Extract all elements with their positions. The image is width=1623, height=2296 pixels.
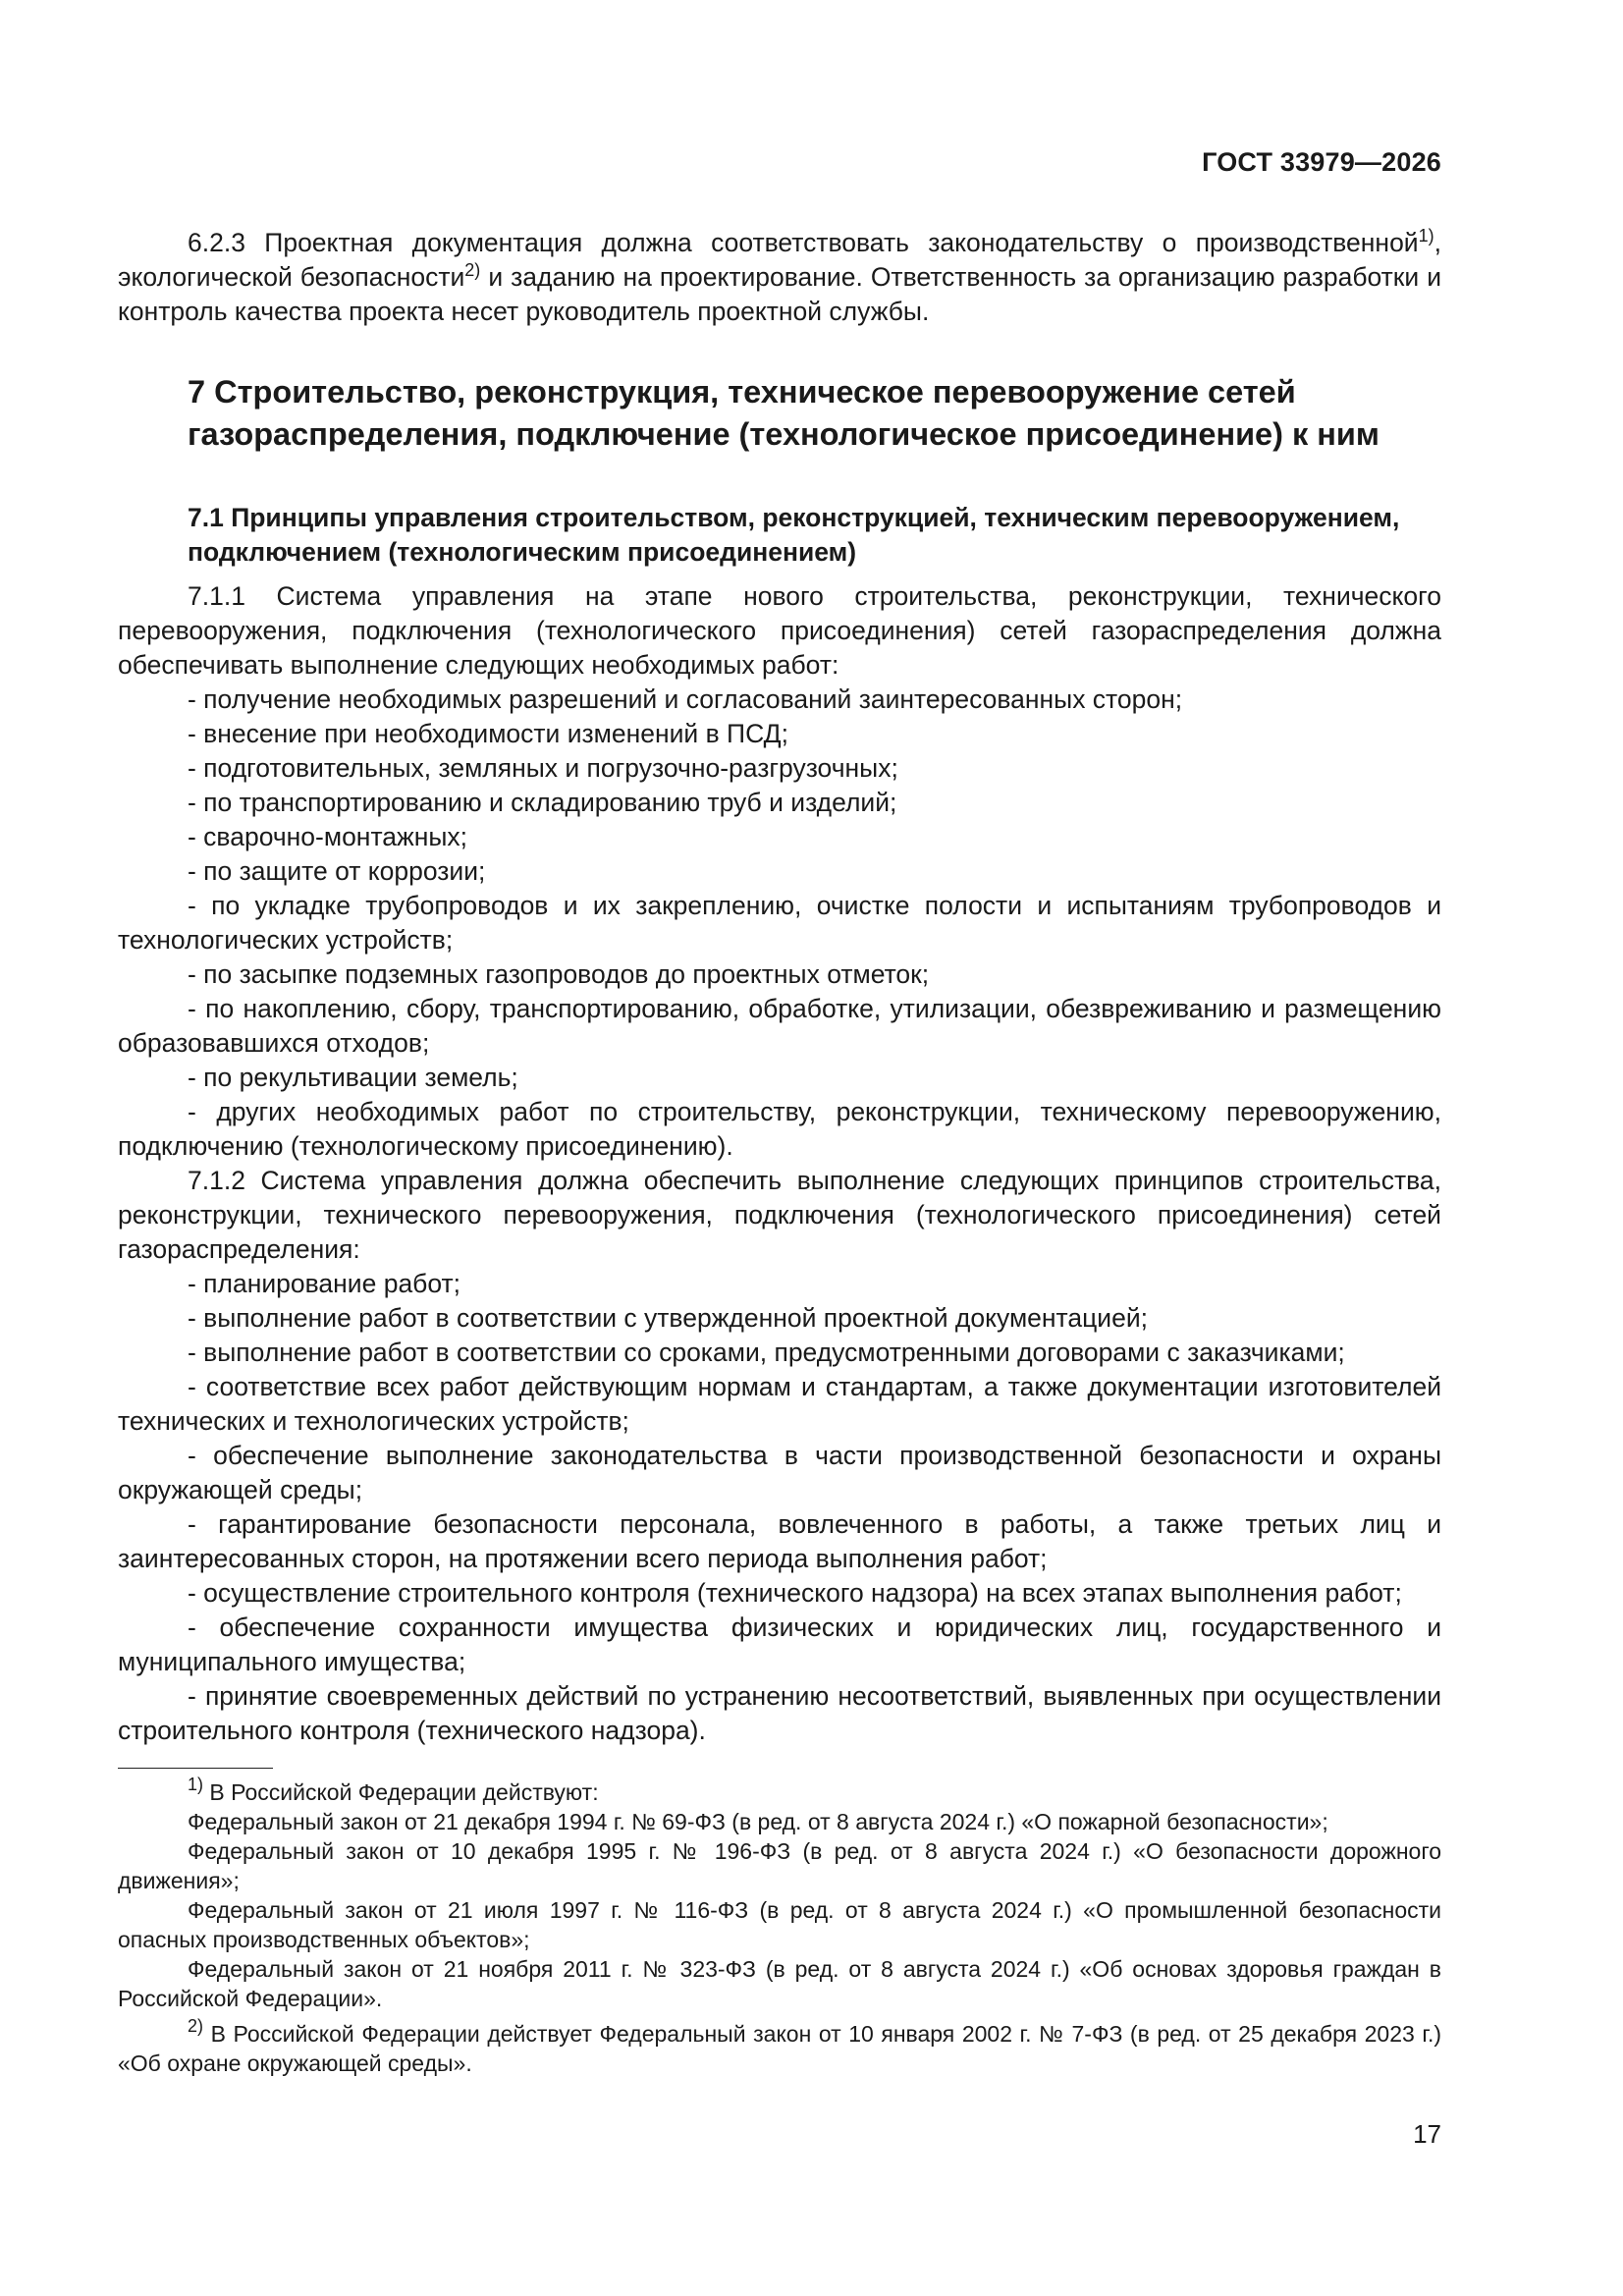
footnote-2-text: В Российской Федерации действует Федеральный закон от 10 января 2002 г. № 7-ФЗ (в ред. от 25 декабря 2023 г.) «Об охране окружающей среды». <box>118 2021 1441 2076</box>
list-item: - по защите от коррозии; <box>188 856 486 886</box>
list-item: - выполнение работ в соответствии со сроками, предусмотренными договорами с заказчиками; <box>188 1338 1345 1367</box>
list-item: - по рекультивации земель; <box>188 1063 518 1092</box>
list-item: - соответствие всех работ действующим нормам и стандартам, а также документации изготовителей технических и технологических устройств; <box>118 1372 1441 1436</box>
footnote-mark-2: 2) <box>188 2016 204 2036</box>
list-item: Федеральный закон от 21 июля 1997 г. № 116-ФЗ (в ред. от 8 августа 2024 г.) «О промышленной безопасности опасных производственных объектов»; <box>118 1897 1441 1952</box>
list-7-1-2 <box>118 1267 1441 1748</box>
section-7-heading: 7 Строительство, реконструкция, техническое перевооружение сетей газораспределения, подключение (технологическое присоединение) к ним <box>188 374 1380 452</box>
list-item: - внесение при необходимости изменений в ПСД; <box>188 719 788 748</box>
list-item: - по накоплению, сбору, транспортированию, обработке, утилизации, обезвреживанию и размещению образовавшихся отходов; <box>118 994 1441 1058</box>
text-run: 6.2.3 Проектная документация должна соответствовать законодательству о производственной <box>188 228 1419 257</box>
list-item: - обеспечение сохранности имущества физических и юридических лиц, государственного и муниципального имущества; <box>118 1613 1441 1676</box>
page-header-code: ГОСТ 33979—2026 <box>1202 147 1441 177</box>
page-number: 17 <box>1413 2119 1441 2149</box>
footnote-mark-1: 1) <box>188 1775 204 1794</box>
footnote-separator <box>118 1768 273 1769</box>
list-item: - выполнение работ в соответствии с утвержденной проектной документацией; <box>188 1303 1149 1333</box>
list-item: - обеспечение выполнение законодательства в части производственной безопасности и охраны окружающей среды; <box>118 1441 1441 1504</box>
list-item: - гарантирование безопасности персонала, вовлеченного в работы, а также третьих лиц и заинтересованных сторон, на протяжении всего периода выполнения работ; <box>118 1509 1441 1573</box>
main-content <box>118 226 1441 1748</box>
footnotes <box>118 1777 1441 2078</box>
footnote-1-intro: В Российской Федерации действуют: <box>203 1779 599 1805</box>
list-item: - по засыпке подземных газопроводов до проектных отметок; <box>188 959 930 989</box>
list-item: Федеральный закон от 21 ноября 2011 г. № 323-ФЗ (в ред. от 8 августа 2024 г.) «Об основах здоровья граждан в Российской Федерации». <box>118 1956 1441 2011</box>
footnote-ref-1[interactable]: 1) <box>1418 226 1434 246</box>
paragraph-7-1-2: 7.1.2 Система управления должна обеспечить выполнение следующих принципов строительства, реконструкции, технического перевооружения, подключения (технологического присоединения) сетей газораспределения: <box>118 1166 1441 1264</box>
list-item: - получение необходимых разрешений и согласований заинтересованных сторон; <box>188 684 1183 714</box>
text-run: , экологической безопасности <box>118 228 1441 292</box>
footnote-1-laws <box>118 1807 1441 2013</box>
list-item: - по транспортированию и складированию труб и изделий; <box>188 788 897 817</box>
list-item: - других необходимых работ по строительству, реконструкции, техническому перевооружению, подключению (технологическому присоединению). <box>118 1097 1441 1161</box>
list-item: - сварочно-монтажных; <box>188 822 468 851</box>
list-item: - по укладке трубопроводов и их закреплению, очистке полости и испытаниям трубопроводов и технологических устройств; <box>118 891 1441 955</box>
text-run: и заданию на проектирование. Ответственность за организацию разработки и контроль качества проекта несет руководитель проектной службы. <box>118 262 1441 326</box>
subsection-7-1-heading: 7.1 Принципы управления строительством, реконструкцией, техническим перевооружением, подключением (технологическим присоединением) <box>188 503 1400 567</box>
paragraph-7-1-1: 7.1.1 Система управления на этапе нового строительства, реконструкции, технического перевооружения, подключения (технологического присоединения) сетей газораспределения должна обеспечивать выполнение следующих необходимых работ: <box>118 581 1441 680</box>
list-item: Федеральный закон от 21 декабря 1994 г. № 69-ФЗ (в ред. от 8 августа 2024 г.) «О пожарной безопасности»; <box>188 1809 1328 1834</box>
list-7-1-1 <box>118 683 1441 1164</box>
footnote-1 <box>118 1777 1441 1807</box>
list-item: - осуществление строительного контроля (технического надзора) на всех этапах выполнения работ; <box>188 1578 1402 1608</box>
list-item: Федеральный закон от 10 декабря 1995 г. № 196-ФЗ (в ред. от 8 августа 2024 г.) «О безопасности дорожного движения»; <box>118 1838 1441 1893</box>
list-item: - подготовительных, земляных и погрузочно-разгрузочных; <box>188 753 898 783</box>
list-item: - планирование работ; <box>188 1269 461 1298</box>
footnote-2 <box>118 2016 1441 2078</box>
paragraph-6-2-3 <box>118 226 1441 329</box>
list-item: - принятие своевременных действий по устранению несоответствий, выявленных при осуществлении строительного контроля (технического надзора). <box>118 1681 1441 1745</box>
footnote-ref-2[interactable]: 2) <box>464 260 481 280</box>
